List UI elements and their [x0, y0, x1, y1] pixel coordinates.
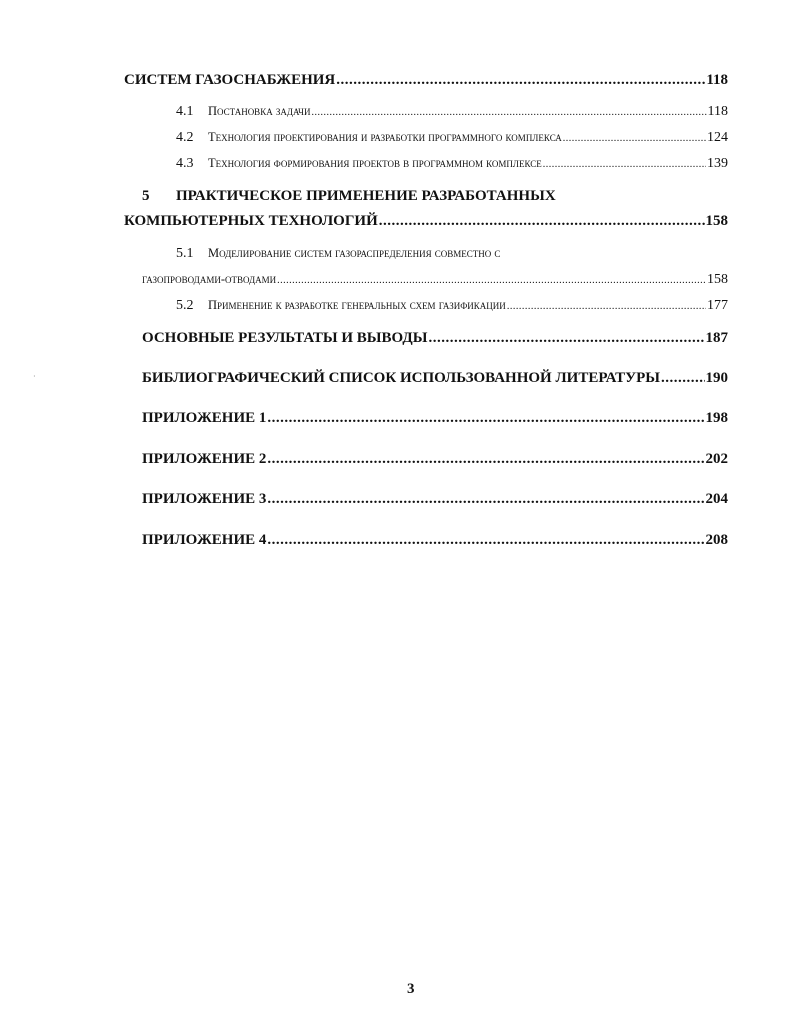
- toc-leader-dots: [563, 133, 706, 144]
- toc-entry-number: 5.2: [176, 298, 194, 313]
- toc-entry-page: 187: [705, 330, 728, 346]
- toc-entry-number: 4.2: [176, 130, 194, 145]
- toc-leader-dots: [267, 491, 704, 508]
- toc-entry: [176, 298, 728, 314]
- toc-entry-title: ОСНОВНЫЕ РЕЗУЛЬТАТЫ И ВЫВОДЫ: [142, 330, 428, 346]
- toc-entry-page: 190: [705, 370, 728, 386]
- toc-entry: [124, 72, 728, 89]
- toc-leader-dots: [267, 410, 704, 427]
- toc-entry: [142, 451, 728, 468]
- toc-entry-number: 4.1: [176, 104, 194, 119]
- toc-entry: [124, 213, 728, 230]
- toc-entry-page: 118: [706, 72, 728, 88]
- toc-leader-dots: [543, 159, 706, 170]
- page-number: 3: [407, 981, 415, 997]
- toc-entry: [176, 130, 728, 146]
- toc-entry: [142, 532, 728, 549]
- toc-entry-title: БИБЛИОГРАФИЧЕСКИЙ СПИСОК ИСПОЛЬЗОВАННОЙ ЛИТЕРАТУРЫ: [142, 370, 660, 386]
- toc-entry-title: Постановка задачи: [208, 104, 311, 118]
- toc-entry: [142, 491, 728, 508]
- toc-entry-title: КОМПЬЮТЕРНЫХ ТЕХНОЛОГИЙ: [124, 213, 378, 229]
- toc-entry-page: 139: [707, 156, 728, 171]
- toc-entry-title: Моделирование систем газораспределения совместно с: [208, 246, 501, 260]
- toc-entry: [142, 410, 728, 427]
- toc-entry-page: 177: [707, 298, 728, 313]
- toc-entry-page: 158: [707, 272, 728, 287]
- toc-entry-page: 124: [707, 130, 728, 145]
- toc-entry-title: ПРАКТИЧЕСКОЕ ПРИМЕНЕНИЕ РАЗРАБОТАННЫХ: [176, 188, 556, 204]
- toc-leader-dots: [267, 532, 704, 549]
- toc-entry-title: СИСТЕМ ГАЗОСНАБЖЕНИЯ: [124, 72, 336, 88]
- toc-entry-page: 204: [705, 491, 728, 507]
- toc-leader-dots: [507, 301, 706, 312]
- toc-leader-dots: [379, 213, 705, 230]
- toc-entry: [142, 330, 728, 347]
- toc-entry-title: Применение к разработке генеральных схем газификации: [208, 298, 506, 312]
- toc-entry-page: 118: [707, 104, 728, 119]
- toc-entry-number: 5: [142, 188, 150, 204]
- toc-entry: [176, 246, 500, 262]
- toc-leader-dots: [661, 370, 705, 387]
- toc-entry-page: 208: [705, 532, 728, 548]
- toc-entry-title: газопроводами-отводами: [142, 272, 277, 286]
- scan-speck: ·: [33, 372, 36, 381]
- toc-entry: [176, 156, 728, 172]
- toc-entry-number: 5.1: [176, 246, 194, 261]
- toc-leader-dots: [277, 275, 706, 286]
- toc-entry: [176, 104, 728, 120]
- toc-entry-page: 202: [705, 451, 728, 467]
- toc-entry: [142, 188, 556, 205]
- toc-entry-title: Технология проектирования и разработки программного комплекса: [208, 130, 562, 144]
- toc-entry-number: 4.3: [176, 156, 194, 171]
- toc-entry: [142, 272, 728, 288]
- toc-entry-title: ПРИЛОЖЕНИЕ 4: [142, 532, 267, 548]
- toc-entry-page: 198: [705, 410, 728, 426]
- toc-entry-title: ПРИЛОЖЕНИЕ 3: [142, 491, 267, 507]
- toc-entry-title: Технология формирования проектов в программном комплексе: [208, 156, 542, 170]
- toc-entry-title: ПРИЛОЖЕНИЕ 2: [142, 451, 267, 467]
- toc-entry: [142, 370, 728, 387]
- toc-leader-dots: [336, 72, 705, 89]
- toc-entry-title: ПРИЛОЖЕНИЕ 1: [142, 410, 267, 426]
- toc-entry-page: 158: [705, 213, 728, 229]
- toc-leader-dots: [267, 451, 704, 468]
- toc-leader-dots: [428, 330, 704, 347]
- toc-leader-dots: [311, 107, 706, 118]
